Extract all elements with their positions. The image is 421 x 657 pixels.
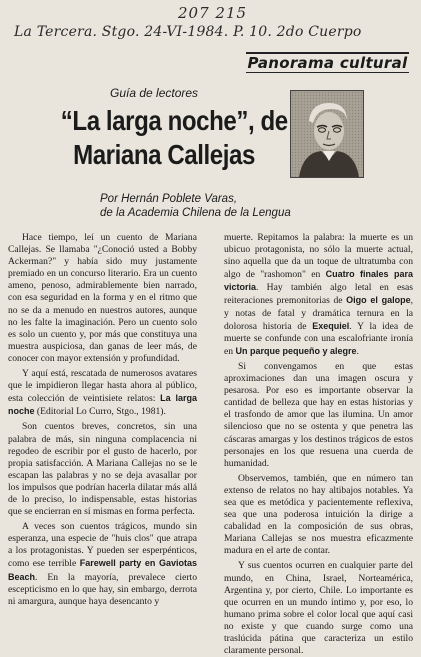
- text-run: . En la mayoría, prevalece cierto escepticismo en lo que hay, sin embargo, derrota ni amargura, aunque haya desencanto y: [8, 571, 197, 607]
- article-column-left: [8, 232, 198, 607]
- text-run: . Hay también algo letal en esas reiteraciones premonitorias de: [224, 282, 413, 307]
- article-column-right: [224, 232, 413, 657]
- byline-affiliation: de la Academia Chilena de la Lengua: [100, 207, 291, 219]
- handwritten-source-line: La Tercera. Stgo. 24-VI-1984. P. 10. 2do Cuerpo: [14, 24, 362, 40]
- story-title: Exequiel: [312, 320, 350, 331]
- title-line-1: “La larga noche”, de: [60, 105, 288, 136]
- story-title: Un parque pequeño y alegre: [235, 345, 357, 356]
- text-run: Hace tiempo, leí un cuento de Mariana Callejas. Se llamaba "¿Conoció usted a Bobby Ackerman?" y había sido muy justamente premiado en un concurso literario. Era un cuento ameno, penoso, admirablemente bien narrado, con esa seguridad en la forma y en el ritmo que no se da a menudo en nuestros autores, aunque no les falte la imaginación. Pero un cuento solo es solo un cuento y, por más que constituya una muestra auspiciosa, dan ganas de leer más, de conocer con mayor extensión y profundidad.: [8, 232, 197, 364]
- story-title: Oigo el galope: [346, 295, 411, 306]
- handwritten-annotation: [14, 4, 409, 50]
- text-run: A veces son cuentos trágicos, mundo sin esperanza, una especie de "huis clos" que atrapa a los protagonistas. Y pueden ser esperpénticos, como ese terrible: [8, 521, 197, 570]
- paragraph: [8, 368, 197, 418]
- text-run: .: [356, 345, 359, 357]
- paragraph: [224, 232, 413, 358]
- text-run: Si convengamos en que estas aproximaciones dan una imagen oscura y pesarosa. Por eso es importante observar la cantidad de belleza que hay en estas historias y el trasfondo de amor que las ilumina. Un amor silencioso que no se ostenta y que penetra las cáscaras amargas y los destinos trágicos de estos personajes en los que resuena una cuerda de humanidad.: [224, 360, 413, 469]
- text-run: muerte. Repitamos la palabra: la muerte es un ubicuo protagonista, no sólo la muerte actual, sino aquella que da un toque de ultratumba con algo de "rashomon" en: [224, 232, 413, 281]
- author-photo: [290, 90, 364, 178]
- text-run: Y aquí está, rescatada de numerosos avatares que le impidieron llegar hasta ahora al público, esta colección de veintisiete relatos:: [8, 368, 197, 405]
- story-title: Farewell party en Gaviotas Beach: [8, 558, 197, 582]
- text-run: Y sus cuentos ocurren en cualquier parte del mundo, en China, Israel, Norteamérica, Argentina y, por cierto, Chile. Lo importante es que ocurren en un mundo íntimo y, por eso, lo humano prima sobre el color local que aquí casi no existe y que cuando surge como una traslúcida pátina que caracteriza un estilo claramente personal.: [224, 560, 413, 657]
- paragraph: [8, 521, 197, 608]
- kicker: Guía de lectores: [110, 86, 199, 100]
- paragraph: [224, 560, 413, 657]
- story-title: La larga noche: [8, 393, 198, 417]
- paragraph: [224, 361, 413, 470]
- text-run: . Y la idea de muerte se confunde con una escalofriante ironía en: [224, 320, 413, 357]
- byline: [100, 192, 400, 220]
- paragraph: [8, 232, 197, 365]
- article-title: [44, 104, 288, 172]
- author-portrait-image: [291, 91, 363, 177]
- text-run: Son cuentos breves, concretos, sin una palabra de más, sin ninguna complacencia ni regodeo de escribir por el gusto de hacerlo, por propia satisfacción. A Mariana Callejas no se le escapan las palabras y no se deja avasallar por los impulsos que podrían hacerla dilatar más allá de lo preciso, lo indispensable, estas historias que se encierran en sí mismas en forma perfecta.: [8, 421, 197, 518]
- section-heading: Panorama cultural: [247, 54, 408, 72]
- paragraph: [224, 473, 413, 558]
- section-rule-bottom: [246, 72, 409, 73]
- story-title: Cuatro finales para victoria: [224, 269, 413, 293]
- title-line-2: Mariana Callejas: [73, 139, 255, 170]
- paragraph: [8, 421, 197, 518]
- text-run: , y notas de fatal y dramática ternura en la dolorosa historia de: [224, 295, 413, 332]
- handwritten-reference-numbers: 207 215: [178, 4, 248, 22]
- text-run: (Editorial Lo Curro, Stgo., 1981).: [34, 406, 166, 418]
- text-run: Observemos, también, que en número tan extenso de relatos no hay altibajos notables. Ya sea que es metódica y pacientemente reflexiva, sea que una poderosa intuición la dirige a cabalidad en la composición de sus obras, Mariana Callejas se nos muestra eficazmente madura en el arte de contar.: [224, 472, 413, 557]
- byline-author: Por Hernán Poblete Varas,: [100, 193, 238, 205]
